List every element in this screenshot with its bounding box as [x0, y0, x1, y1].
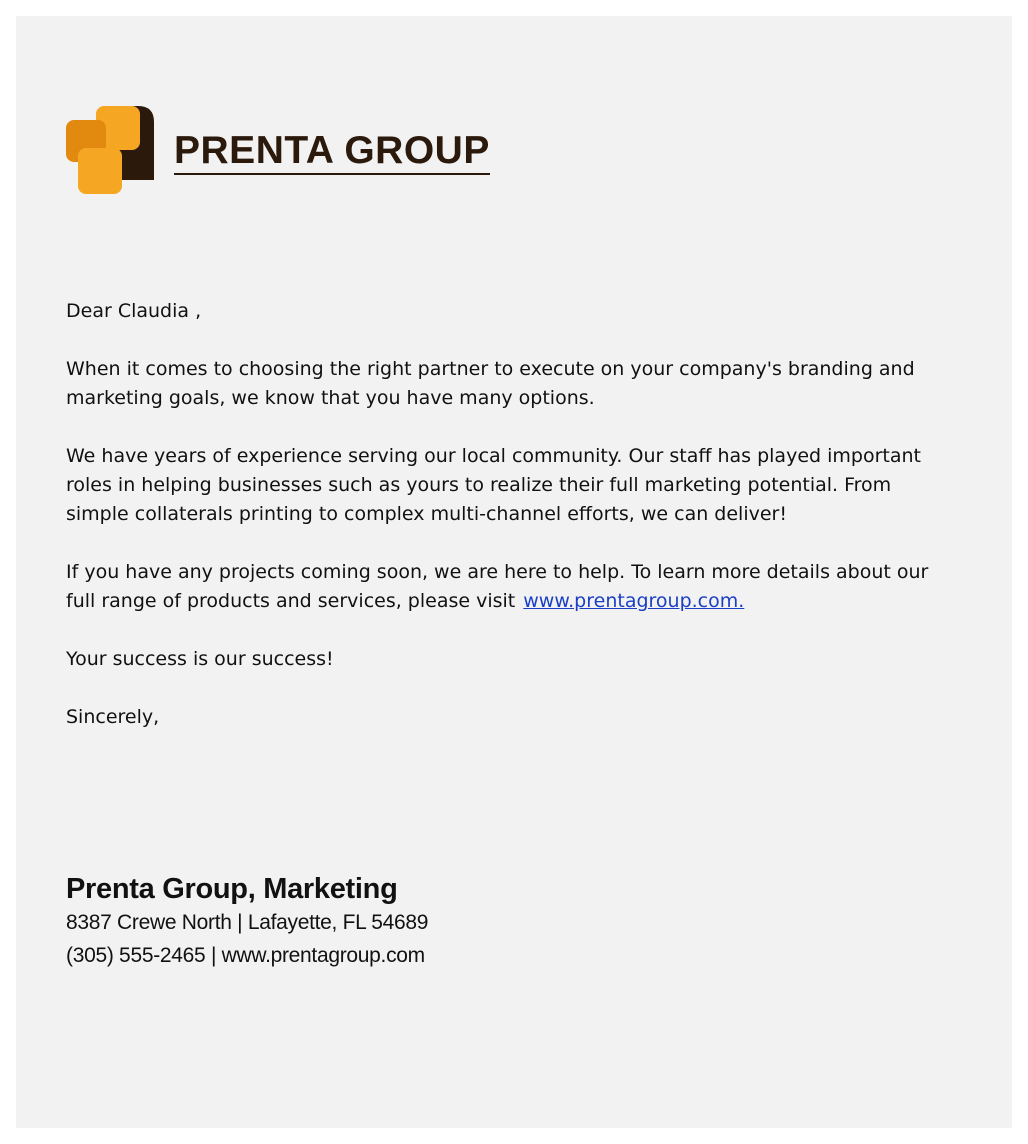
signature-address: 8387 Crewe North | Lafayette, FL 54689 [66, 911, 429, 934]
logo-wordmark: PRENTA GROUP [174, 131, 490, 175]
signature-name: Prenta Group, Marketing [66, 873, 398, 905]
closing: Sincerely, [66, 706, 160, 728]
paragraph-visit-text: If you have any projects coming soon, we are here to help. To learn more details about our full range of products and services, please visit [66, 561, 929, 612]
signature-block [66, 872, 428, 972]
website-link[interactable]: www.prentagroup.com. [523, 590, 745, 612]
paragraph-success: Your success is our success! [66, 648, 334, 670]
paragraph-intro: When it comes to choosing the right partner to execute on your company's branding and marketing goals, we know that you have many options. [66, 358, 915, 409]
letter-body [66, 297, 946, 761]
email-card [16, 16, 1012, 1128]
paragraph-experience: We have years of experience serving our local community. Our staff has played important roles in helping businesses such as yours to realize their full marketing potential. From simple collaterals printing to complex multi-channel efforts, we can deliver! [66, 445, 921, 525]
company-logo [66, 106, 490, 194]
salutation: Dear Claudia , [66, 300, 202, 322]
paragraph-visit [66, 558, 946, 616]
prenta-logo-icon [66, 106, 154, 194]
signature-contact: (305) 555-2465 | www.prentagroup.com [66, 944, 425, 967]
